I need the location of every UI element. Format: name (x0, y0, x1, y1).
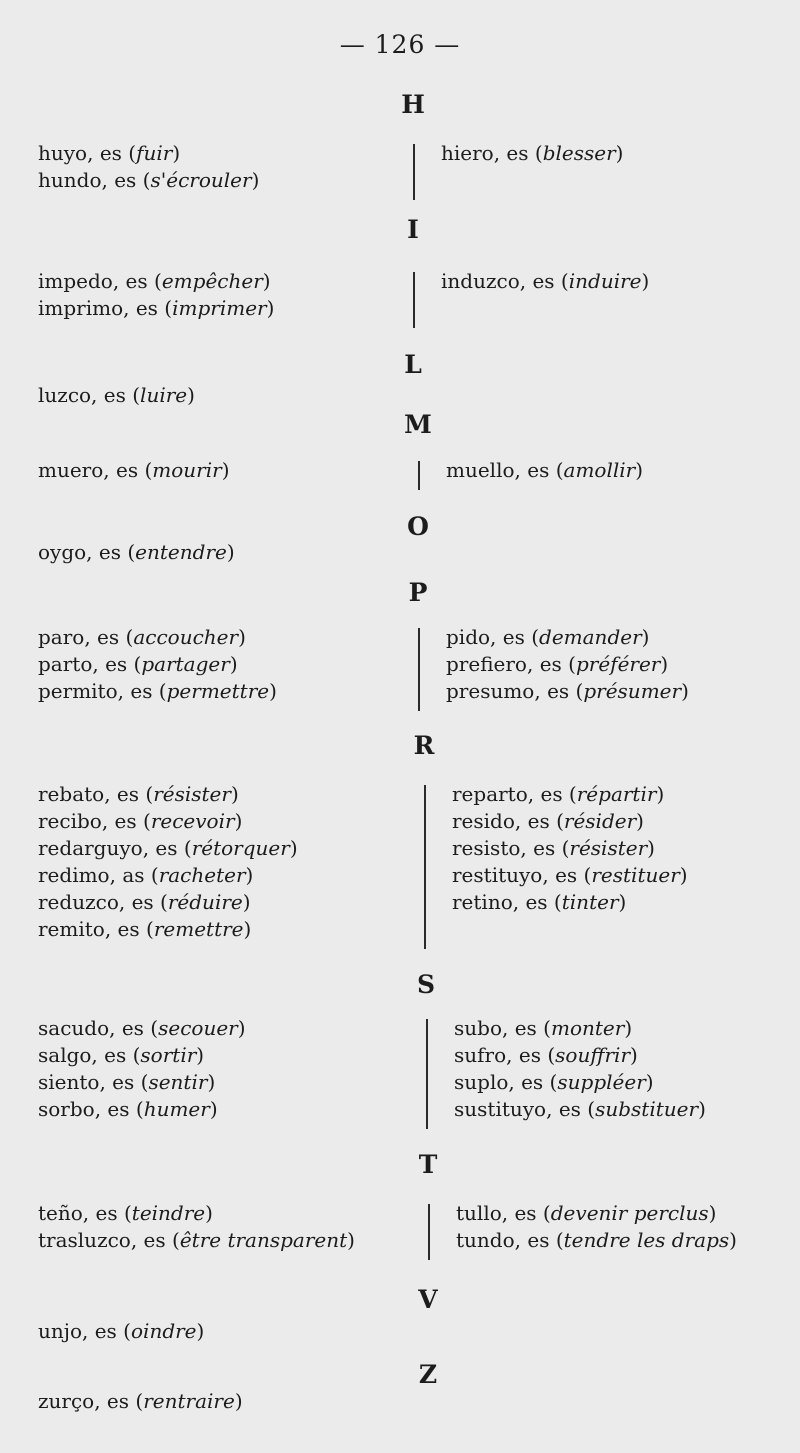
verb-form: recibo, es (38, 809, 137, 833)
column-divider (413, 272, 415, 328)
section-letter: M (404, 410, 432, 439)
verb-entry: zurço, es (rentraire) (38, 1389, 243, 1413)
section-letter: O (407, 512, 429, 541)
verb-entry: tullo, es (devenir perclus) (456, 1201, 717, 1225)
french-gloss: monter (550, 1016, 625, 1040)
french-gloss: teindre (131, 1201, 206, 1225)
verb-form: reduzco, es (38, 890, 154, 914)
left-column (38, 140, 259, 194)
verb-entry: redarguyo, es (rétorquer) (38, 836, 298, 860)
french-gloss: blesser (542, 141, 616, 165)
verb-form: unjo, es (38, 1319, 117, 1343)
french-gloss: imprimer (172, 296, 267, 320)
verb-form: sufro, es (454, 1043, 541, 1067)
left-column (38, 1388, 243, 1415)
verb-form: prefiero, es (446, 652, 562, 676)
verb-form: hiero, es (441, 141, 529, 165)
french-gloss: demander (539, 625, 642, 649)
verb-entry: permito, es (permettre) (38, 679, 277, 703)
verb-entry: teño, es (teindre) (38, 1201, 213, 1225)
verb-entry: oygo, es (entendre) (38, 540, 235, 564)
verb-form: teño, es (38, 1201, 118, 1225)
verb-entry: imprimo, es (imprimer) (38, 296, 275, 320)
verb-entry: resisto, es (résister) (452, 836, 655, 860)
section-letter: Z (418, 1360, 438, 1389)
verb-form: remito, es (38, 917, 140, 941)
section-letter: V (418, 1285, 438, 1314)
verb-entry: pido, es (demander) (446, 625, 650, 649)
right-column (441, 140, 623, 167)
french-gloss: substituer (595, 1097, 699, 1121)
french-gloss: sortir (140, 1043, 197, 1067)
verb-form: redarguyo, es (38, 836, 178, 860)
right-column (446, 624, 689, 705)
french-gloss: racheter (158, 863, 246, 887)
verb-form: luzco, es (38, 383, 126, 407)
verb-form: impedo, es (38, 269, 148, 293)
section-letter: T (418, 1150, 438, 1179)
french-gloss: humer (143, 1097, 210, 1121)
verb-entry: sustituyo, es (substituer) (454, 1097, 706, 1121)
left-column (38, 1318, 204, 1345)
right-column (452, 781, 688, 916)
verb-entry: trasluzco, es (être transparent) (38, 1228, 355, 1252)
verb-entry: huyo, es (fuir) (38, 141, 181, 165)
verb-form: paro, es (38, 625, 120, 649)
verb-entry: reduzco, es (réduire) (38, 890, 251, 914)
french-gloss: induire (568, 269, 642, 293)
french-gloss: sentir (148, 1070, 208, 1094)
left-column (38, 624, 277, 705)
left-column (38, 268, 274, 322)
verb-form: permito, es (38, 679, 153, 703)
french-gloss: mourir (152, 458, 222, 482)
section-letter: L (404, 350, 422, 379)
verb-form: sorbo, es (38, 1097, 130, 1121)
verb-entry: retino, es (tinter) (452, 890, 627, 914)
verb-entry: siento, es (sentir) (38, 1070, 216, 1094)
french-gloss: fuir (136, 141, 173, 165)
verb-entry: tundo, es (tendre les draps) (456, 1228, 737, 1252)
french-gloss: résider (563, 809, 637, 833)
verb-entry: sacudo, es (secouer) (38, 1016, 246, 1040)
french-gloss: être transparent (179, 1228, 348, 1252)
verb-form: muello, es (446, 458, 550, 482)
french-gloss: oindre (131, 1319, 197, 1343)
section-letter: S (416, 970, 436, 999)
left-column (38, 1015, 246, 1123)
left-column (38, 781, 298, 943)
column-divider (413, 144, 415, 200)
verb-form: imprimo, es (38, 296, 158, 320)
section-letter: R (413, 731, 435, 760)
verb-entry: subo, es (monter) (454, 1016, 633, 1040)
french-gloss: secouer (158, 1016, 238, 1040)
verb-entry: prefiero, es (préférer) (446, 652, 669, 676)
verb-form: zurço, es (38, 1389, 130, 1413)
verb-entry: muero, es (mourir) (38, 458, 230, 482)
verb-form: presumo, es (446, 679, 570, 703)
verb-form: sustituyo, es (454, 1097, 581, 1121)
verb-form: parto, es (38, 652, 128, 676)
french-gloss: remettre (153, 917, 244, 941)
verb-entry: rebato, es (résister) (38, 782, 239, 806)
french-gloss: suppléer (557, 1070, 646, 1094)
verb-entry: sorbo, es (humer) (38, 1097, 218, 1121)
french-gloss: résister (153, 782, 231, 806)
verb-entry: hundo, es (s'écrouler) (38, 168, 260, 192)
verb-form: reparto, es (452, 782, 563, 806)
left-column (38, 457, 230, 484)
french-gloss: souffrir (555, 1043, 631, 1067)
french-gloss: rentraire (143, 1389, 235, 1413)
page-number: — 126 — (339, 30, 461, 59)
column-divider (428, 1204, 430, 1260)
verb-entry: resido, es (résider) (452, 809, 644, 833)
left-column (38, 1200, 355, 1254)
verb-form: tundo, es (456, 1228, 550, 1252)
verb-form: siento, es (38, 1070, 135, 1094)
french-gloss: luire (140, 383, 188, 407)
french-gloss: rétorquer (191, 836, 290, 860)
verb-form: suplo, es (454, 1070, 544, 1094)
verb-form: subo, es (454, 1016, 537, 1040)
verb-entry: hiero, es (blesser) (441, 141, 624, 165)
french-gloss: tendre les draps (563, 1228, 730, 1252)
french-gloss: répartir (576, 782, 657, 806)
verb-entry: luzco, es (luire) (38, 383, 195, 407)
column-divider (418, 628, 420, 711)
section-letter: P (408, 578, 428, 607)
french-gloss: recevoir (150, 809, 235, 833)
french-gloss: empêcher (161, 269, 263, 293)
verb-form: resido, es (452, 809, 550, 833)
verb-form: trasluzco, es (38, 1228, 166, 1252)
french-gloss: accoucher (133, 625, 239, 649)
verb-form: pido, es (446, 625, 525, 649)
verb-entry: muello, es (amollir) (446, 458, 644, 482)
left-column (38, 539, 235, 566)
verb-entry: induzco, es (induire) (441, 269, 650, 293)
verb-entry: unjo, es (oindre) (38, 1319, 205, 1343)
french-gloss: partager (141, 652, 230, 676)
french-gloss: présumer (583, 679, 682, 703)
french-gloss: préférer (575, 652, 661, 676)
column-divider (418, 461, 420, 490)
verb-form: redimo, as (38, 863, 145, 887)
left-column (38, 382, 195, 409)
verb-form: resisto, es (452, 836, 556, 860)
verb-entry: sufro, es (souffrir) (454, 1043, 638, 1067)
verb-entry: salgo, es (sortir) (38, 1043, 205, 1067)
verb-entry: impedo, es (empêcher) (38, 269, 271, 293)
french-gloss: permettre (166, 679, 270, 703)
verb-entry: redimo, as (racheter) (38, 863, 254, 887)
french-gloss: entendre (135, 540, 227, 564)
verb-form: induzco, es (441, 269, 555, 293)
verb-form: tullo, es (456, 1201, 537, 1225)
verb-form: restituyo, es (452, 863, 578, 887)
column-divider (424, 785, 426, 949)
right-column (456, 1200, 737, 1254)
french-gloss: s'écrouler (150, 168, 252, 192)
verb-entry: reparto, es (répartir) (452, 782, 665, 806)
french-gloss: restituer (591, 863, 680, 887)
verb-form: salgo, es (38, 1043, 127, 1067)
verb-entry: remito, es (remettre) (38, 917, 252, 941)
section-letter: I (407, 215, 419, 244)
right-column (441, 268, 649, 295)
verb-form: oygo, es (38, 540, 121, 564)
verb-entry: paro, es (accoucher) (38, 625, 246, 649)
verb-entry: suplo, es (suppléer) (454, 1070, 654, 1094)
verb-entry: presumo, es (présumer) (446, 679, 689, 703)
verb-form: sacudo, es (38, 1016, 144, 1040)
column-divider (426, 1019, 428, 1129)
section-letter: H (401, 90, 425, 119)
french-gloss: réduire (167, 890, 243, 914)
verb-form: retino, es (452, 890, 548, 914)
french-gloss: amollir (563, 458, 636, 482)
french-gloss: tinter (561, 890, 619, 914)
right-column (454, 1015, 706, 1123)
verb-entry: parto, es (partager) (38, 652, 238, 676)
french-gloss: résister (569, 836, 648, 860)
french-gloss: devenir perclus (550, 1201, 709, 1225)
verb-form: huyo, es (38, 141, 122, 165)
right-column (446, 457, 643, 484)
verb-entry: restituyo, es (restituer) (452, 863, 688, 887)
verb-form: hundo, es (38, 168, 137, 192)
verb-form: rebato, es (38, 782, 140, 806)
verb-entry: recibo, es (recevoir) (38, 809, 243, 833)
verb-form: muero, es (38, 458, 139, 482)
